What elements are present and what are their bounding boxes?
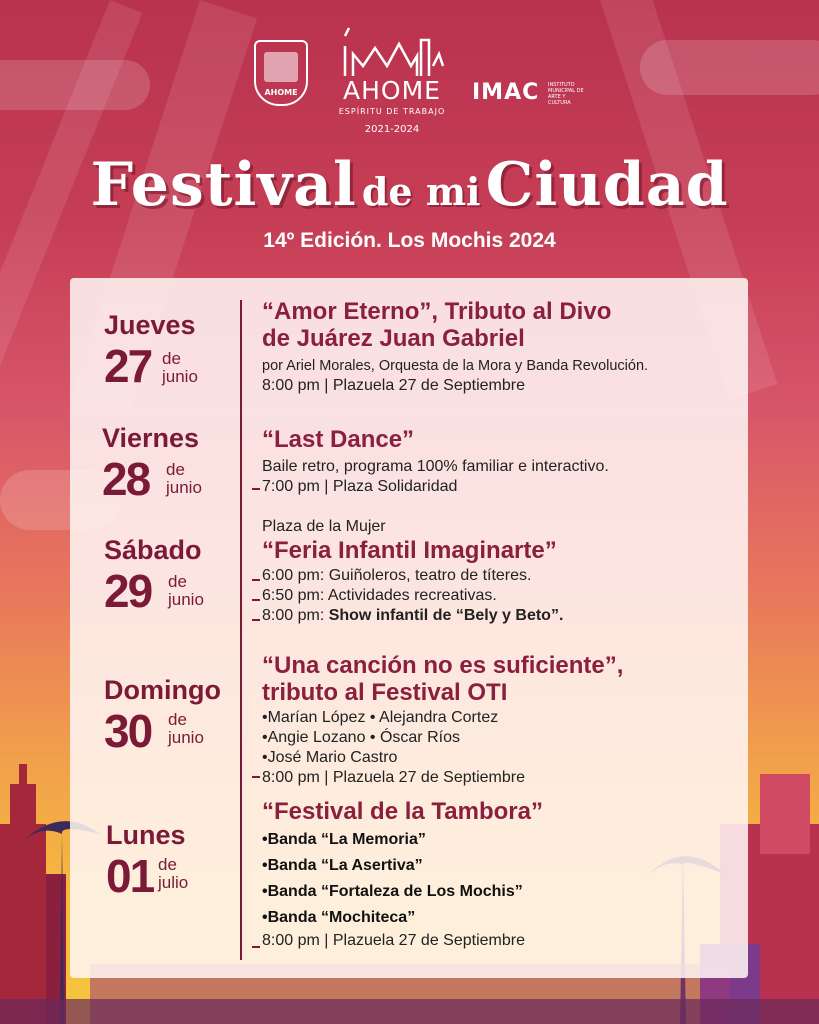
timeline-tick xyxy=(252,619,260,621)
event-schedule-item: 6:50 pm: Actividades recreativas. xyxy=(262,587,497,604)
imac-subtitle: INSTITUTO MUNICIPAL DE ARTE Y CULTURA xyxy=(548,82,584,106)
administration-years: 2021-2024 xyxy=(364,124,420,135)
weekday-label: Sábado xyxy=(104,535,202,565)
day-number: 27 xyxy=(104,340,152,392)
edition-subtitle: 14º Edición. Los Mochis 2024 xyxy=(263,229,556,252)
event-description: Baile retro, programa 100% familiar e interactivo. xyxy=(262,458,609,475)
day-of: de xyxy=(168,710,187,729)
weekday-label: Domingo xyxy=(104,675,221,705)
month-label: junio xyxy=(166,478,202,497)
event-title: “Feria Infantil Imaginarte” xyxy=(262,537,557,564)
day-friday xyxy=(102,423,232,513)
month-label: junio xyxy=(162,367,198,386)
event-performers: por Ariel Morales, Orquesta de la Mora y Banda Revolución. xyxy=(262,358,649,374)
day-number: 28 xyxy=(102,453,150,505)
month-label: junio xyxy=(168,728,204,747)
event-festival-tambora xyxy=(262,798,737,951)
event-title: tributo al Festival OTI xyxy=(262,679,508,706)
event-title: “Festival de la Tambora” xyxy=(262,798,543,825)
header-logos xyxy=(0,26,819,141)
event-schedule-item xyxy=(262,606,737,626)
event-title: “Una canción no es suficiente”, xyxy=(262,652,624,679)
event-title: “Amor Eterno”, Tributo al Divo xyxy=(262,298,612,325)
event-title: “Last Dance” xyxy=(262,426,415,453)
event-schedule-item: 6:00 pm: Guiñoleros, teatro de títeres. xyxy=(262,567,532,584)
event-title: de Juárez Juan Gabriel xyxy=(262,325,525,352)
day-saturday xyxy=(104,535,234,625)
event-feria-infantil xyxy=(262,517,737,626)
day-of: de xyxy=(158,855,177,874)
schedule-highlight: Show infantil de “Bely y Beto”. xyxy=(328,607,564,624)
event-time-venue: 8:00 pm | Plazuela 27 de Septiembre xyxy=(262,932,525,949)
event-amor-eterno xyxy=(262,298,737,396)
schedule-time: 8:00 pm: xyxy=(262,607,329,624)
imac-logo: IMAC xyxy=(472,80,540,105)
performer-list: •José Mario Castro xyxy=(262,749,398,766)
event-time-venue: 7:00 pm | Plaza Solidaridad xyxy=(262,478,458,495)
timeline-tick xyxy=(252,776,260,778)
performer-list: •Marían López • Alejandra Cortez xyxy=(262,709,499,726)
day-of: de xyxy=(166,460,185,479)
weekday-label: Jueves xyxy=(104,310,196,340)
timeline-tick xyxy=(252,488,260,490)
timeline-divider xyxy=(240,300,242,960)
event-una-cancion xyxy=(262,652,737,788)
crest-label: AHOME xyxy=(264,88,298,97)
timeline-tick xyxy=(252,599,260,601)
day-monday xyxy=(106,820,236,910)
band-item: •Banda “La Asertiva” xyxy=(262,857,423,874)
event-venue: Plaza de la Mujer xyxy=(262,518,386,535)
month-label: julio xyxy=(158,873,189,892)
day-of: de xyxy=(168,572,187,591)
band-item: •Banda “Mochiteca” xyxy=(262,909,416,926)
band-item: •Banda “La Memoria” xyxy=(262,831,426,848)
event-time-venue: 8:00 pm | Plazuela 27 de Septiembre xyxy=(262,769,525,786)
day-sunday xyxy=(104,675,234,765)
month-label: junio xyxy=(168,590,204,609)
event-time-venue: 8:00 pm | Plazuela 27 de Septiembre xyxy=(262,377,525,394)
title-festival: Festival xyxy=(90,150,357,220)
performer-list: •Angie Lozano • Óscar Ríos xyxy=(262,729,460,746)
weekday-label: Viernes xyxy=(102,423,200,453)
day-thursday xyxy=(104,310,234,400)
title-ciudad: Ciudad xyxy=(485,150,729,220)
day-of: de xyxy=(162,349,181,368)
weekday-label: Lunes xyxy=(106,820,186,850)
ahome-subtitle: ESPÍRITU DE TRABAJO xyxy=(338,107,446,116)
timeline-tick xyxy=(252,946,260,948)
ahome-title: AHOME xyxy=(343,76,441,105)
day-number: 30 xyxy=(104,705,152,757)
timeline-tick xyxy=(252,579,260,581)
event-last-dance xyxy=(262,426,737,497)
festival-title xyxy=(0,150,819,220)
band-item: •Banda “Fortaleza de Los Mochis” xyxy=(262,883,523,900)
day-number: 29 xyxy=(104,565,152,617)
day-number: 01 xyxy=(106,850,154,902)
ahome-skyline-logo xyxy=(335,26,445,78)
title-de-mi: de mi xyxy=(361,169,481,214)
